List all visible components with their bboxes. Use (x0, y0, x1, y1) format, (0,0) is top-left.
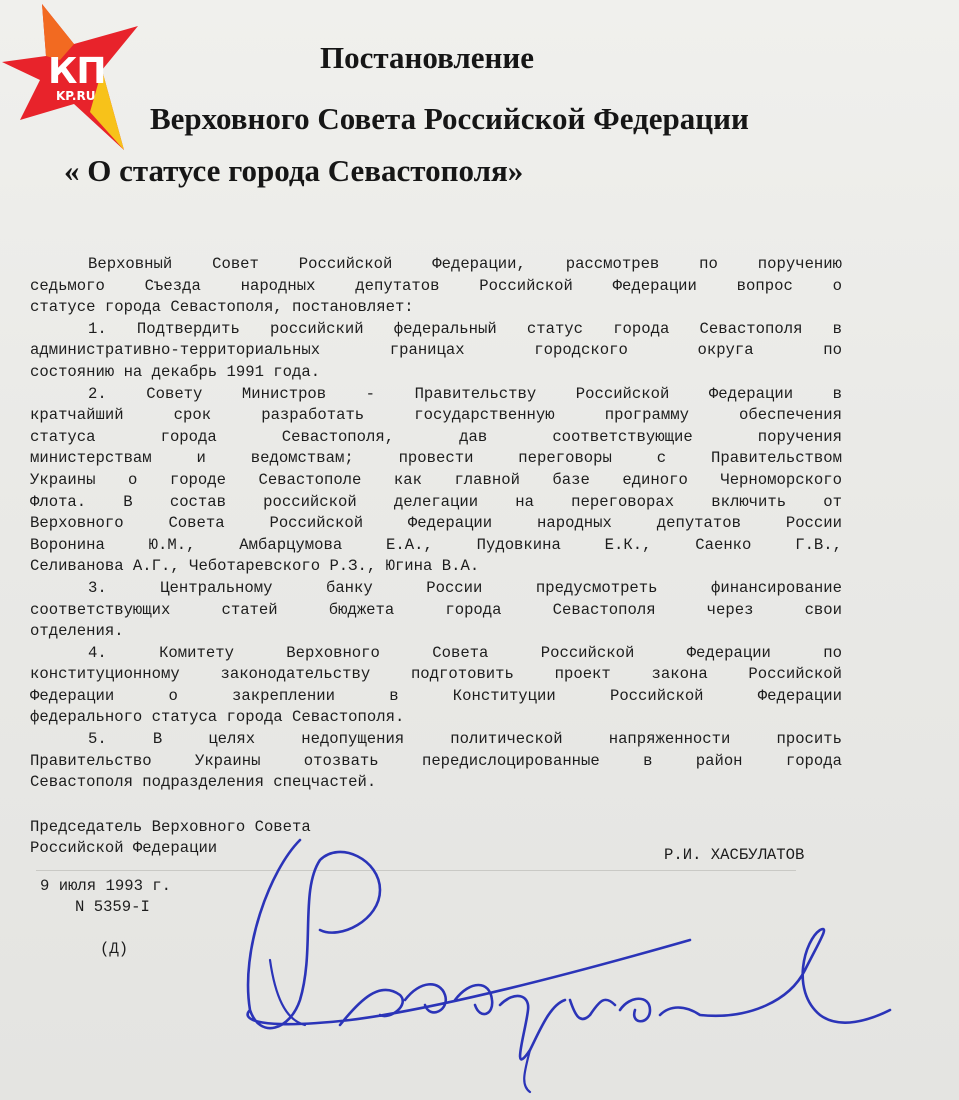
body-line: Федерации о закреплении в Конституции Российской Федерации (30, 686, 842, 705)
body-line: 2. Совету Министров - Правительству Российской Федерации в (88, 384, 842, 403)
handwritten-signature (230, 830, 910, 1100)
body-line: Верховный Совет Российской Федерации, рассмотрев по поручению (88, 255, 842, 273)
doc-title-line3: « О статусе города Севастополя» (64, 153, 524, 188)
body-line: Воронина Ю.М., Амбарцумова Е.А., Пудовкина Е.К., Саенко Г.В., (30, 535, 842, 554)
body-line: федерального статуса города Севастополя. (30, 708, 405, 727)
chairman-title-line1: Председатель Верховного Совета (30, 818, 311, 836)
body-line: Украины о городе Севастополе как главной базе единого Черноморского (30, 470, 842, 489)
body-line: министерствам и ведомствам; провести переговоры с Правительством (30, 449, 842, 468)
logo-text: КП (48, 51, 106, 92)
doc-title-line1: Постановление (320, 40, 535, 75)
body-line: Севастополя подразделения спецчастей. (30, 773, 377, 792)
document-date: 9 июля 1993 г. (40, 877, 172, 895)
signature-stroke-accent (270, 960, 530, 1092)
signatory-name: Р.И. ХАСБУЛАТОВ (664, 846, 805, 864)
resolution-body (30, 254, 842, 794)
body-line: статуса города Севастополя, дав соответствующие поручения (30, 427, 842, 446)
chairman-title-line2: Российской Федерации (30, 839, 218, 857)
body-line: кратчайший срок разработать государственную программу обеспечения (30, 406, 842, 425)
body-line: 1. Подтвердить российский федеральный статус города Севастополя в (88, 319, 842, 338)
body-line: соответствующих статей бюджета города Севастополя через свои (30, 600, 842, 619)
body-line: отделения. (30, 622, 124, 641)
body-line: конституционному законодательству подготовить проект закона Российской (30, 665, 842, 684)
body-line: седьмого Съезда народных депутатов Российской Федерации вопрос о (30, 276, 842, 295)
body-line: Селиванова А.Г., Чеботаревского Р.З., Югина В.А. (30, 557, 480, 576)
body-line: 3. Центральному банку России предусмотреть финансирование (88, 578, 842, 597)
body-line: Правительство Украины отозвать передислоцированные в район города (30, 751, 842, 770)
doc-title-line2: Верховного Совета Российской Федерации (150, 101, 749, 136)
body-line: Флота. В состав российской делегации на переговорах включить от (30, 492, 842, 511)
body-line: Верховного Совета Российской Федерации народных депутатов России (30, 514, 842, 533)
body-line: 4. Комитету Верховного Совета Российской Федерации по (88, 643, 842, 662)
body-line: административно-территориальных границах городского округа по (30, 341, 842, 360)
signature-stroke-main (248, 840, 890, 1059)
body-line: состоянию на декабрь 1991 года. (30, 362, 321, 381)
document-mark: (Д) (100, 940, 129, 958)
logo-subtext: KP.RU (56, 89, 96, 103)
document-number: N 5359-I (75, 898, 150, 916)
body-line: статусе города Севастополя, постановляет: (30, 298, 414, 317)
body-line: 5. В целях недопущения политической напряженности просить (88, 730, 842, 749)
